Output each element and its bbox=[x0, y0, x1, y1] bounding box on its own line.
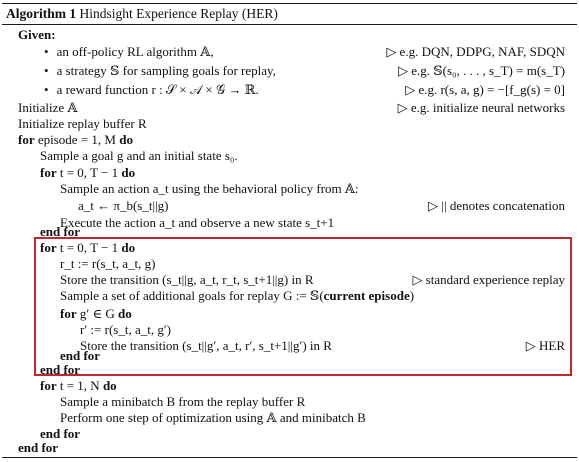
optimization-range: t = 1, N bbox=[59, 378, 100, 393]
top-rule bbox=[2, 3, 577, 4]
replay-loop bbox=[40, 240, 135, 256]
end-for-optimization: end for bbox=[40, 426, 81, 441]
given-item-reward: • a reward function r : 𝒮 × 𝒜 × 𝒢 → ℝ. bbox=[44, 82, 259, 98]
given-label: Given: bbox=[18, 27, 56, 42]
comment-standard-replay: ▷ standard experience replay bbox=[412, 272, 565, 287]
end-for-rollout: end for bbox=[40, 224, 81, 239]
reward-assign-line: r_t := r(s_t, a_t, g) bbox=[60, 256, 156, 271]
comment-concatenation: ▷ || denotes concatenation bbox=[428, 198, 565, 213]
caption-rule bbox=[2, 24, 577, 25]
given-item-algorithm: • an off-policy RL algorithm 𝔸, bbox=[44, 44, 214, 60]
replay-range: t = 0, T − 1 bbox=[59, 240, 119, 255]
sample-goals-line bbox=[60, 288, 414, 304]
episode-loop bbox=[18, 132, 133, 148]
end-for-episode: end for bbox=[18, 440, 59, 455]
keyword-for: for bbox=[18, 132, 35, 147]
execute-action-line: Execute the action a_t and observe a new state s_t+1 bbox=[60, 215, 335, 230]
her-reward-line: r′ := r(s_t, a_t, g′) bbox=[80, 322, 171, 337]
store-transition-line: Store the transition (s_t||g, a_t, r_t, s_t+1||g) in R bbox=[60, 272, 314, 287]
her-store-line: Store the transition (s_t||g′, a_t, r′, s_t+1||g′) in R bbox=[80, 338, 332, 353]
sample-action-line: Sample an action a_t using the behavioral policy from 𝔸: bbox=[60, 181, 359, 196]
init-replay-buffer: Initialize replay buffer R bbox=[18, 116, 147, 131]
keyword-for: for bbox=[40, 378, 57, 393]
comment-reward-example: ▷ e.g. r(s, a, g) = −[f_g(s) = 0] bbox=[405, 82, 565, 97]
comment-strategy-example: ▷ e.g. 𝕊(s₀, . . . , s_T) = m(s_T) bbox=[397, 63, 565, 78]
goal-range: g′ ∈ G bbox=[79, 306, 115, 321]
end-for-goal: end for bbox=[60, 348, 101, 363]
rollout-range: t = 0, T − 1 bbox=[59, 165, 119, 180]
keyword-do: do bbox=[121, 240, 136, 255]
keyword-for: for bbox=[40, 240, 57, 255]
current-episode-keyword: current episode bbox=[323, 288, 410, 303]
given-item-strategy: • a strategy 𝕊 for sampling goals for replay, bbox=[44, 63, 276, 79]
algorithm-title: Hindsight Experience Replay (HER) bbox=[79, 6, 278, 21]
algorithm-caption bbox=[6, 5, 278, 23]
algorithm-label: Algorithm 1 bbox=[6, 6, 77, 21]
sample-goals-text: Sample a set of additional goals for replay G := 𝕊( bbox=[60, 288, 324, 303]
sample-minibatch-line: Sample a minibatch B from the replay buffer R bbox=[60, 394, 306, 409]
keyword-do: do bbox=[117, 306, 132, 321]
keyword-do: do bbox=[102, 378, 117, 393]
comment-algorithm-examples: ▷ e.g. DQN, DDPG, NAF, SDQN bbox=[386, 44, 565, 59]
sample-goals-tail: ) bbox=[409, 288, 415, 303]
comment-init-networks: ▷ e.g. initialize neural networks bbox=[397, 100, 565, 115]
episode-range: episode = 1, M bbox=[37, 132, 116, 147]
init-algorithm: Initialize 𝔸 bbox=[18, 100, 78, 115]
rollout-loop bbox=[40, 165, 135, 181]
optimization-loop bbox=[40, 378, 117, 394]
optimization-step-line: Perform one step of optimization using 𝔸 and minibatch B bbox=[60, 410, 366, 425]
keyword-for: for bbox=[60, 306, 77, 321]
sample-goal-line: Sample a goal g and an initial state s₀. bbox=[40, 148, 238, 163]
keyword-do: do bbox=[119, 132, 133, 147]
keyword-for: for bbox=[40, 165, 57, 180]
keyword-do: do bbox=[121, 165, 136, 180]
comment-her: ▷ HER bbox=[525, 338, 565, 353]
bottom-rule bbox=[2, 457, 577, 458]
action-equation: a_t ← π_b(s_t||g) bbox=[78, 198, 169, 213]
goal-loop bbox=[60, 306, 132, 322]
end-for-replay: end for bbox=[40, 362, 81, 377]
